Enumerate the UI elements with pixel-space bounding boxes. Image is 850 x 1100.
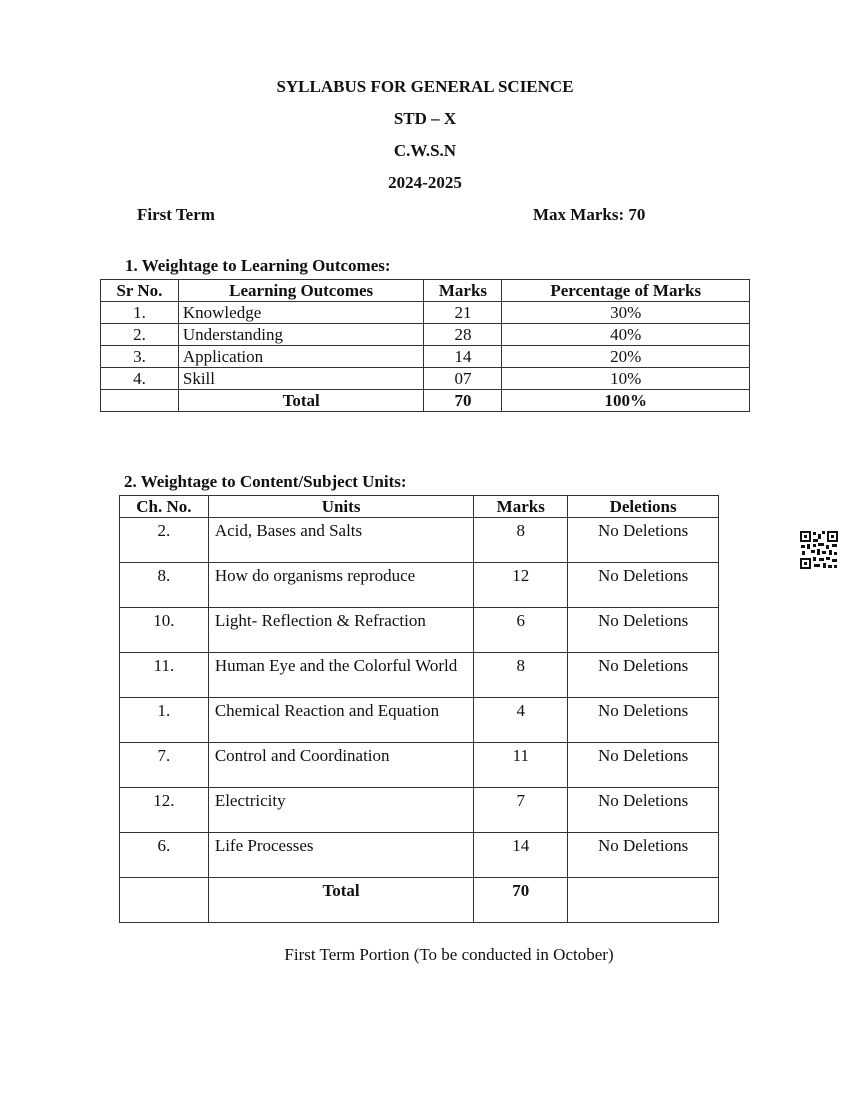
chapter-cell: 10. (120, 608, 209, 653)
max-marks-label: Max Marks: 70 (533, 205, 646, 224)
total-label: Total (178, 390, 424, 412)
unit-cell: Life Processes (208, 833, 474, 878)
table-row (101, 346, 750, 368)
percentage-cell: 40% (502, 324, 750, 346)
outcome-cell: Application (178, 346, 424, 368)
deletions-cell: No Deletions (568, 833, 719, 878)
total-marks: 70 (474, 878, 568, 923)
marks-cell: 11 (474, 743, 568, 788)
marks-cell: 12 (474, 563, 568, 608)
unit-cell: Human Eye and the Colorful World (208, 653, 474, 698)
column-header: Percentage of Marks (502, 280, 750, 302)
marks-cell: 7 (474, 788, 568, 833)
outcome-cell: Knowledge (178, 302, 424, 324)
table-row (120, 563, 719, 608)
table-row (120, 788, 719, 833)
marks-cell: 28 (424, 324, 502, 346)
marks-cell: 8 (474, 653, 568, 698)
marks-cell: 14 (474, 833, 568, 878)
chapter-cell: 6. (120, 833, 209, 878)
table-row (120, 698, 719, 743)
standard-label: STD – X (393, 109, 457, 128)
total-marks: 70 (424, 390, 502, 412)
column-header: Units (208, 496, 474, 518)
unit-cell: Chemical Reaction and Equation (208, 698, 474, 743)
total-row (101, 390, 750, 412)
marks-cell: 21 (424, 302, 502, 324)
deletions-cell: No Deletions (568, 563, 719, 608)
column-header: Sr No. (101, 280, 179, 302)
section1-heading: 1. Weightage to Learning Outcomes: (125, 256, 391, 275)
chapter-cell: 8. (120, 563, 209, 608)
total-row (120, 878, 719, 923)
table-row (120, 743, 719, 788)
marks-cell: 8 (474, 518, 568, 563)
chapter-cell: 7. (120, 743, 209, 788)
outcome-cell: Understanding (178, 324, 424, 346)
column-header: Learning Outcomes (178, 280, 424, 302)
percentage-cell: 20% (502, 346, 750, 368)
outcome-cell: Skill (178, 368, 424, 390)
table-row (120, 518, 719, 563)
sr-cell: 3. (101, 346, 179, 368)
sr-cell: 1. (101, 302, 179, 324)
learning-outcomes-table (100, 279, 750, 412)
table-row (101, 368, 750, 390)
term-label: First Term (137, 205, 215, 224)
chapter-cell: 1. (120, 698, 209, 743)
empty-cell (101, 390, 179, 412)
marks-cell: 4 (474, 698, 568, 743)
total-label: Total (208, 878, 474, 923)
column-header: Ch. No. (120, 496, 209, 518)
qr-code-icon (799, 530, 839, 570)
academic-year: 2024-2025 (388, 173, 462, 192)
category-label: C.W.S.N (393, 141, 457, 160)
table-header-row (101, 280, 750, 302)
section2-heading: 2. Weightage to Content/Subject Units: (124, 472, 407, 491)
footer-note: First Term Portion (To be conducted in October) (284, 945, 614, 964)
chapter-cell: 11. (120, 653, 209, 698)
deletions-cell: No Deletions (568, 698, 719, 743)
deletions-cell: No Deletions (568, 653, 719, 698)
chapter-cell: 2. (120, 518, 209, 563)
unit-cell: Control and Coordination (208, 743, 474, 788)
table-header-row (120, 496, 719, 518)
deletions-cell: No Deletions (568, 518, 719, 563)
total-percentage: 100% (502, 390, 750, 412)
deletions-cell: No Deletions (568, 608, 719, 653)
table-row (120, 833, 719, 878)
table-row (120, 653, 719, 698)
content-units-table (119, 495, 719, 923)
marks-cell: 14 (424, 346, 502, 368)
deletions-cell: No Deletions (568, 788, 719, 833)
column-header: Marks (474, 496, 568, 518)
column-header: Deletions (568, 496, 719, 518)
unit-cell: Light- Reflection & Refraction (208, 608, 474, 653)
percentage-cell: 10% (502, 368, 750, 390)
sr-cell: 2. (101, 324, 179, 346)
unit-cell: Electricity (208, 788, 474, 833)
percentage-cell: 30% (502, 302, 750, 324)
chapter-cell: 12. (120, 788, 209, 833)
sr-cell: 4. (101, 368, 179, 390)
column-header: Marks (424, 280, 502, 302)
unit-cell: Acid, Bases and Salts (208, 518, 474, 563)
table-row (101, 324, 750, 346)
marks-cell: 07 (424, 368, 502, 390)
table-row (120, 608, 719, 653)
empty-cell (120, 878, 209, 923)
empty-cell (568, 878, 719, 923)
table-row (101, 302, 750, 324)
marks-cell: 6 (474, 608, 568, 653)
page-title: SYLLABUS FOR GENERAL SCIENCE (276, 77, 574, 96)
deletions-cell: No Deletions (568, 743, 719, 788)
unit-cell: How do organisms reproduce (208, 563, 474, 608)
